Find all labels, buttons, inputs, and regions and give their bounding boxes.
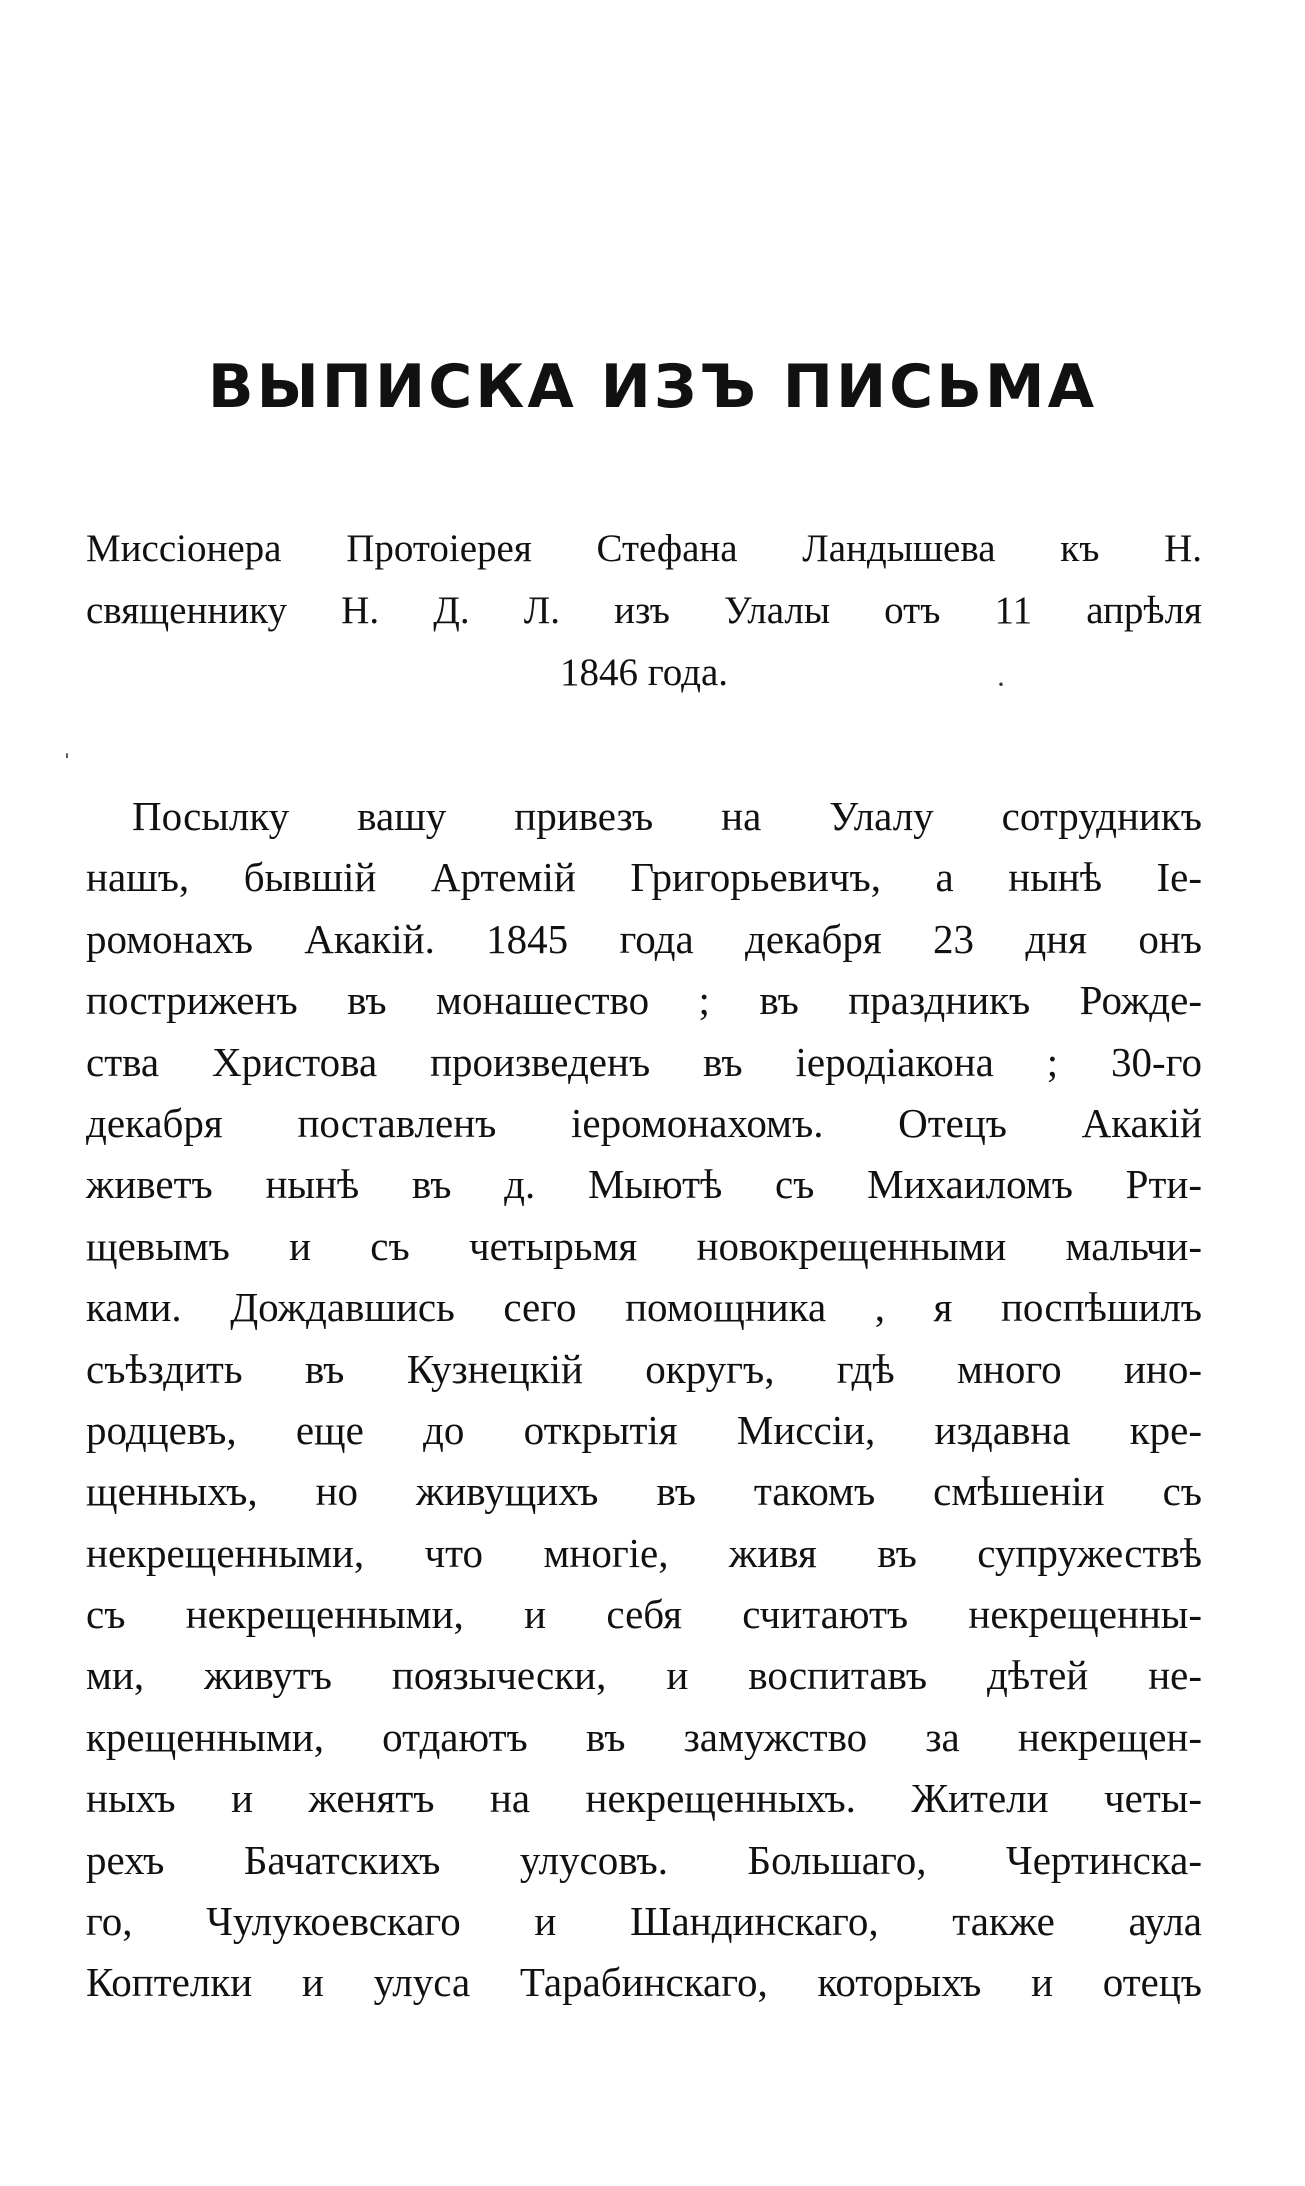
body-line: го, Чулукоевскаго и Шандинскаго, также аула (86, 1898, 1202, 1945)
document-subtitle (86, 518, 1202, 704)
subtitle-line: Миссіонера Протоіерея Стефана Ландышева къ Н. (86, 527, 1202, 570)
print-speck: · (996, 668, 1006, 701)
body-line: щенныхъ, но живущихъ въ такомъ смѣшеніи съ (86, 1468, 1202, 1515)
body-line: ныхъ и женятъ на некрещенныхъ. Жители четы- (86, 1775, 1202, 1822)
body-line: декабря поставленъ іеромонахомъ. Отецъ Акакій (86, 1099, 1202, 1146)
body-line: родцевъ, еще до открытія Миссіи, издавна кре- (86, 1406, 1202, 1453)
body-line: крещенными, отдаютъ въ замужство за некрещен- (86, 1713, 1202, 1760)
body-line: некрещенными, что многіе, живя въ супружествѣ (86, 1529, 1202, 1576)
body-line: живетъ нынѣ въ д. Мыютѣ съ Михаиломъ Рти- (86, 1161, 1202, 1208)
print-speck: ˈ (62, 748, 72, 781)
subtitle-line: 1846 года. (559, 651, 729, 694)
subtitle-line: священнику Н. Д. Л. изъ Улалы отъ 11 апрѣля (86, 589, 1202, 632)
body-line: нашъ, бывшій Артемій Григорьевичъ, а нынѣ Іе- (86, 854, 1202, 901)
body-line: ми, живутъ поязычески, и воспитавъ дѣтей не- (86, 1652, 1202, 1699)
body-line: Коптелки и улуса Тарабинскаго, которыхъ и отецъ (86, 1959, 1202, 2006)
body-line: рехъ Бачатскихъ улусовъ. Большаго, Чертинска- (86, 1836, 1202, 1883)
body-line: съ некрещенными, и себя считаютъ некрещенны- (86, 1591, 1202, 1638)
body-line: ства Христова произведенъ въ іеродіакона ; 30-го (86, 1038, 1202, 1085)
body-line: ками. Дождавшись сего помощника , я поспѣшилъ (86, 1284, 1202, 1331)
letter-body (86, 786, 1202, 2014)
body-line: Посылку вашу привезъ на Улалу сотрудникъ (132, 793, 1202, 839)
body-line: щевымъ и съ четырьмя новокрещенными мальчи- (86, 1222, 1202, 1269)
body-line: ромонахъ Акакій. 1845 года декабря 23 дня онъ (86, 915, 1202, 962)
document-title: ВЫПИСКА ИЗЪ ПИСЬМА (207, 352, 1098, 422)
body-line: постриженъ въ монашество ; въ праздникъ Рожде- (86, 977, 1202, 1024)
body-line: съѣздить въ Кузнецкій округъ, гдѣ много ино- (86, 1345, 1202, 1392)
